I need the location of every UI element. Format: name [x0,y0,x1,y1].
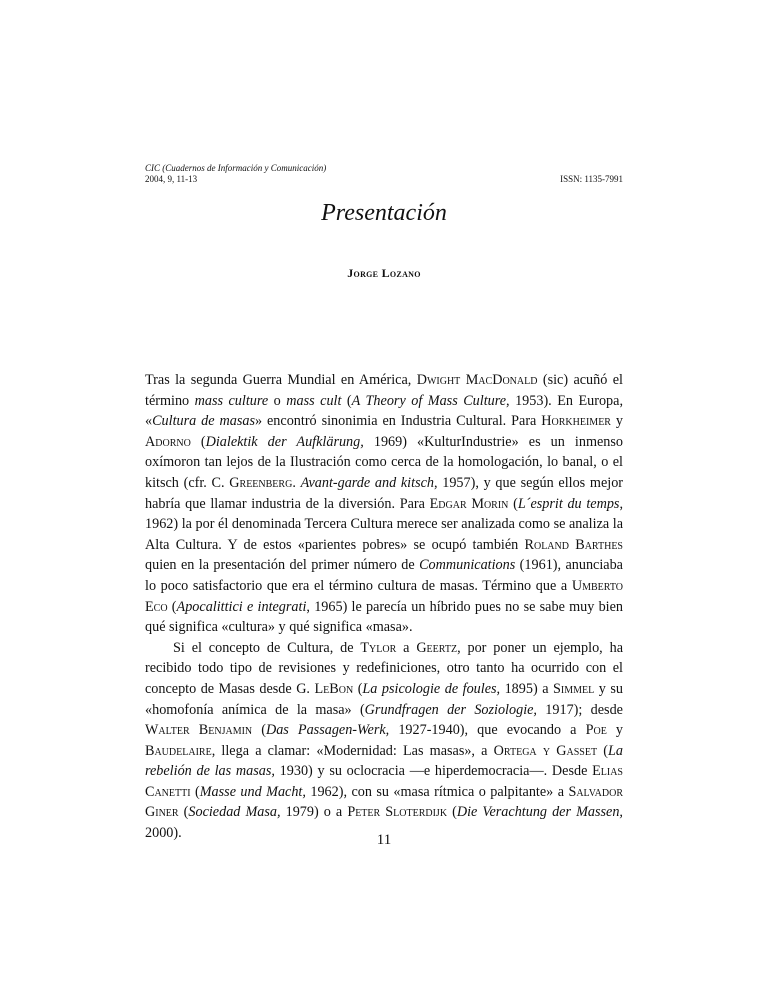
emphasis-text: mass culture [194,392,269,409]
body-text-run: , 1965) le parecía un híbrido pues no se sabe muy bien qué significa «cultura» y qué significa «masa». [145,598,624,636]
person-name: Edgar Morin [429,495,509,512]
person-name: Greenberg [229,474,293,491]
body-text-run: 1917); desde [536,701,623,718]
body-text-run: ( [252,722,266,739]
author-name: Jorge Lozano [347,266,421,280]
body-text-run: 1895) a [500,680,554,697]
person-name: LeBon [314,680,354,697]
person-name: Elias Canetti [145,763,623,800]
emphasis-text: La psicologie de foules, [362,680,501,697]
body-text-run: ( [353,680,363,697]
body-text-run: 2000). [145,825,182,842]
body-text-run: y su «homofonía anímica de la masa» ( [145,680,623,718]
body-text-run: o [268,392,287,409]
emphasis-text: Avant-garde and kitsch [300,474,434,491]
emphasis-text: La rebelión de las masas, [145,742,623,780]
article-body [145,370,623,844]
body-text-run: ( [178,804,189,821]
body-text-run: , 1953). En Europa, « [145,392,623,430]
emphasis-text: Die Verachtung der Massen, [456,804,623,821]
person-name: Adorno [145,433,191,450]
emphasis-text: Cultura de masas [152,413,255,430]
body-text-run: (sic) acuñó el término [145,372,623,409]
person-name: Peter Sloterdijk [347,804,448,821]
body-text-run: , 1962) la por él denominada Tercera Cultura merece ser analizada como se analiza la Alta Cultura. Y de estos «parientes pobres» se ocupó también [145,495,623,553]
person-name: Geertz [416,639,458,656]
body-text-run: » encontró sinonimia en Industria Cultural. Para [254,413,542,430]
body-text-run: , 1957), y que según ellos mejor habría que llamar industria de la diversión. Para [145,474,624,512]
body-text-run: Si el concepto de Cultura, de [173,639,361,656]
issn: ISSN: 1135-7991 [560,174,623,184]
emphasis-text: Grundfragen der Soziologie, [364,701,537,718]
person-name: Tylor [360,639,397,656]
emphasis-text: Dialektik der Aufklärung, [205,433,364,450]
body-text-run: 1930) y su oclocracia —e hiperdemocracia—. Desde [274,763,593,780]
body-text-run: . [292,474,301,491]
emphasis-text: Masse und Macht, [199,783,306,800]
journal-name: CIC (Cuadernos de Información y Comunicación) [145,163,327,173]
body-text-run: 1979) o a [280,804,348,821]
emphasis-text: Sociedad Masa, [188,804,281,821]
running-header [145,163,623,185]
person-name: Walter Benjamin [145,722,253,739]
body-text-run: (1961), anunciaba lo poco satisfactorio que era el término cultura de masas. Término que a [145,557,623,594]
body-text-run: , por poner un ejemplo, ha recibido todo tipo de revisiones y redefiniciones, otro tanto ha ocurrido con el concepto de Masas desde G. [145,639,623,697]
paragraph [145,638,623,844]
emphasis-text: mass cult [286,392,342,409]
body-text-run: ( [167,598,177,615]
person-name: Horkheimer [541,413,611,430]
emphasis-text: L´esprit du temps [517,495,620,512]
body-text-run: y [606,722,623,739]
body-text-run: , llega a clamar: «Modernidad: Las masas», a [211,742,494,759]
body-text-run: 1969) «KulturIndustrie» es un inmenso oxímoron tan lejos de la Ilustración como cerca de la homologación, lo banal, o el kitsch (cfr. C. [145,433,623,491]
body-text-run: Tras la segunda Guerra Mundial en América, [145,372,417,388]
person-name: Baudelaire [145,742,212,759]
body-text-run: ( [597,742,608,759]
body-text-run: y [610,413,624,430]
article-title: Presentación [321,200,447,226]
person-name: Poe [585,722,607,739]
emphasis-text: Das Passagen-Werk, [265,722,390,739]
body-text-run: ( [508,495,518,512]
volume-pages: 2004, 9, 11-13 [145,174,198,184]
person-name: Roland Barthes [524,536,623,553]
body-text-run: ( [190,433,206,450]
person-name: Salvador Giner [145,783,624,821]
person-name: Dwight MacDonald [416,372,538,388]
person-name: Ortega y Gasset [493,742,598,759]
body-text-run: quien en la presentación del primer número de [145,557,420,574]
body-text-run: ( [341,392,352,409]
emphasis-text: Apocalittici e integrati [176,598,307,615]
body-text-run: 1927-1940), que evocando a [389,722,586,739]
body-text-run: a [396,639,417,656]
body-text-run: 1962), con su «masa rítmica o palpitante» a [305,783,569,800]
emphasis-text: Communications [419,557,516,574]
paragraph [145,370,623,638]
emphasis-text: A Theory of Mass Culture [351,392,507,409]
body-text-run: ( [447,804,457,821]
person-name: Simmel [553,680,595,697]
person-name: Umberto Eco [145,577,623,615]
page-number: 11 [376,832,392,848]
body-text-run: ( [190,783,200,800]
